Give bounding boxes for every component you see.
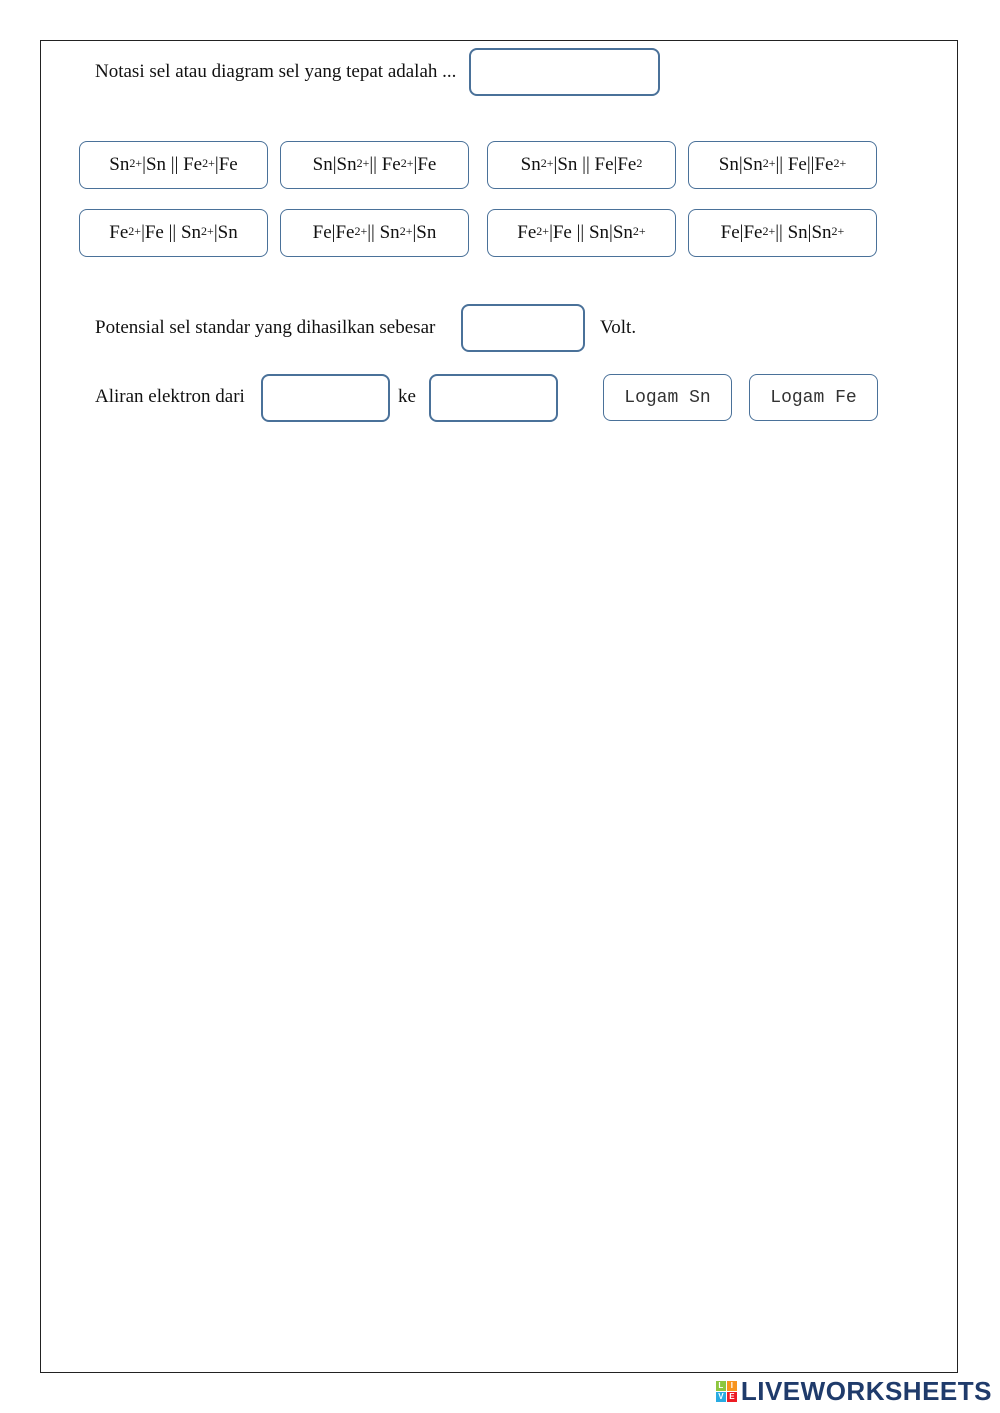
notation-text: Fe|Fe	[720, 222, 763, 243]
liveworksheets-logo-icon	[716, 1381, 737, 1402]
notation-text: Fe|Fe	[312, 222, 355, 243]
logo-letter-e: E	[727, 1392, 737, 1402]
option-fe-fe2-sn-sn2[interactable]: Fe|Fe $^{2+}$ || Sn|Sn $^{2+}$	[688, 209, 877, 257]
potential-answer-dropzone[interactable]	[461, 304, 585, 352]
metal-chip-sn[interactable]: Logam Sn	[603, 374, 732, 421]
electron-from-dropzone[interactable]	[261, 374, 390, 422]
question3-prompt: Aliran elektron dari	[95, 386, 245, 407]
electron-to-dropzone[interactable]	[429, 374, 558, 422]
question2-prompt: Potensial sel standar yang dihasilkan sebesar	[95, 317, 436, 338]
notation-text: Sn|Sn	[718, 154, 763, 175]
liveworksheets-wordmark: LIVEWORKSHEETS	[740, 1376, 992, 1406]
notation-text: || Fe	[369, 154, 401, 175]
notation-text: |Sn || Fe|Fe	[553, 154, 637, 175]
option-fe2-fe-sn-sn2[interactable]: Fe $^{2+}$ |Fe || Sn|Sn $^{2+}$	[487, 209, 676, 257]
option-fe-fe2-sn2-sn[interactable]: Fe|Fe $^{2+}$ || Sn $^{2+}$ |Sn	[280, 209, 469, 257]
notation-text: |Sn	[412, 222, 437, 243]
question1-prompt: Notasi sel atau diagram sel yang tepat adalah ...	[95, 61, 457, 82]
notation-text: |Fe || Sn	[141, 222, 202, 243]
liveworksheets-brand	[716, 1376, 992, 1407]
notation-text: |Fe || Sn|Sn	[549, 222, 633, 243]
metal-chip-fe[interactable]: Logam Fe	[749, 374, 878, 421]
logo-letter-v: V	[716, 1392, 726, 1402]
notation-text: Sn	[109, 154, 130, 175]
notation-text: || Fe||Fe	[775, 154, 834, 175]
notation-text: || Sn|Sn	[775, 222, 832, 243]
volt-unit-label: Volt.	[600, 317, 637, 338]
notation-text: Sn|Sn	[312, 154, 357, 175]
notation-text: || Sn	[367, 222, 400, 243]
logo-letter-i: I	[727, 1381, 737, 1391]
notation-answer-dropzone[interactable]	[469, 48, 660, 96]
option-sn2-sn-fe2-fe[interactable]: Sn $^{2+}$ |Sn || Fe $^{2+}$ |Fe	[79, 141, 268, 189]
notation-text: |Sn || Fe	[142, 154, 203, 175]
option-sn-sn2-fe2-fe[interactable]: Sn|Sn $^{2+}$ || Fe $^{2+}$ |Fe	[280, 141, 469, 189]
option-sn2-sn-fe-fe2[interactable]: Sn $^{2+}$ |Sn || Fe|Fe $^2$	[487, 141, 676, 189]
notation-text: |Sn	[213, 222, 238, 243]
option-sn-sn2-fe-fe2[interactable]: Sn|Sn $^{2+}$ || Fe||Fe $^{2+}$	[688, 141, 877, 189]
notation-text: |Fe	[214, 154, 238, 175]
notation-text: Sn	[520, 154, 541, 175]
logo-letter-l: L	[716, 1381, 726, 1391]
notation-text: Fe	[517, 222, 537, 243]
notation-text: Fe	[109, 222, 129, 243]
notation-text: |Fe	[413, 154, 437, 175]
option-fe2-fe-sn2-sn[interactable]: Fe $^{2+}$ |Fe || Sn $^{2+}$ |Sn	[79, 209, 268, 257]
connector-ke-label: ke	[398, 386, 416, 407]
